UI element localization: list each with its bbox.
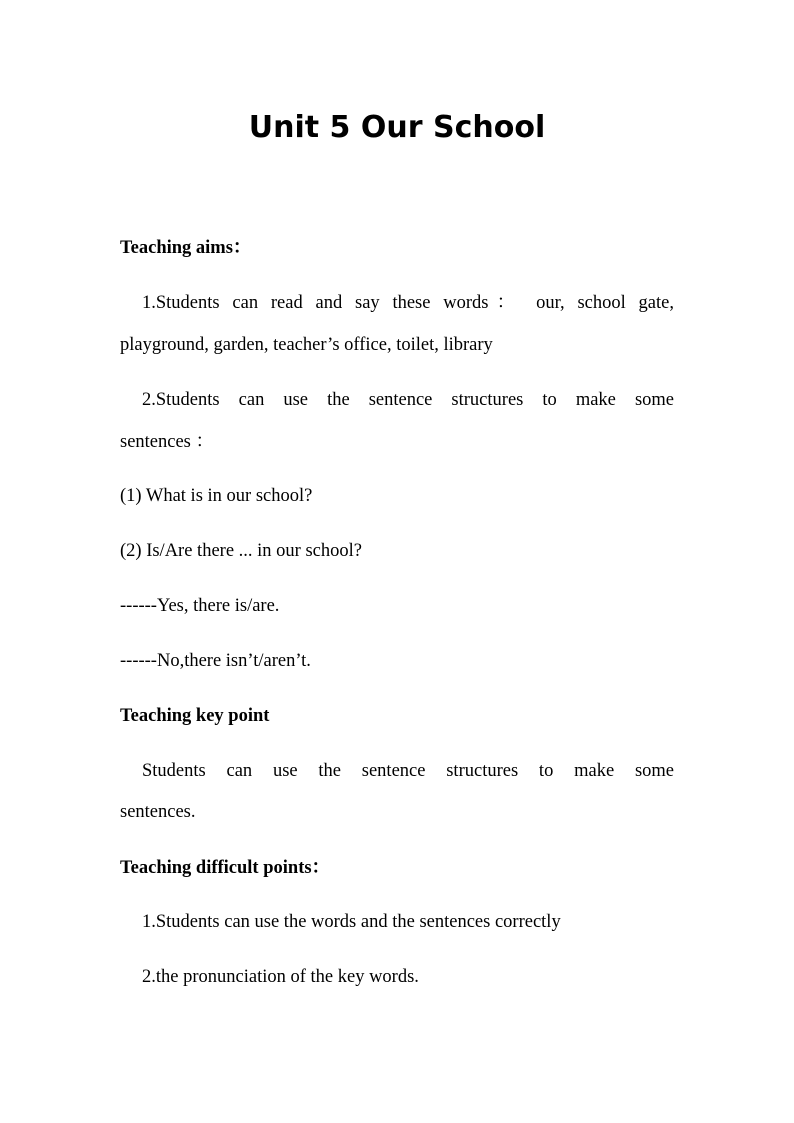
teaching-difficult-points-heading: Teaching difficult points： <box>120 858 331 878</box>
difficult-item-2: 2.the pronunciation of the key words. <box>142 967 419 987</box>
teaching-aims-heading: Teaching aims： <box>120 238 252 258</box>
answer-no: ------No,there isn’t/aren’t. <box>120 651 311 671</box>
question-2: (2) Is/Are there ... in our school? <box>120 541 362 561</box>
question-1: (1) What is in our school? <box>120 486 313 506</box>
aims-item-1-line-2: playground, garden, teacher’s office, toilet, library <box>120 335 493 355</box>
teaching-key-point-heading: Teaching key point <box>120 706 270 726</box>
key-point-line-1: Students can use the sentence structures to make some <box>142 761 674 781</box>
key-point-line-2: sentences. <box>120 802 196 822</box>
difficult-item-1: 1.Students can use the words and the sentences correctly <box>142 912 561 932</box>
aims-item-2-line-1: 2.Students can use the sentence structures to make some <box>142 390 674 410</box>
aims-item-1-line-1: 1.Students can read and say these words： our, school gate, <box>142 293 674 313</box>
answer-yes: ------Yes, there is/are. <box>120 596 280 616</box>
page-title: Unit 5 Our School <box>248 110 546 145</box>
aims-item-2-line-2: sentences ： <box>120 432 215 452</box>
